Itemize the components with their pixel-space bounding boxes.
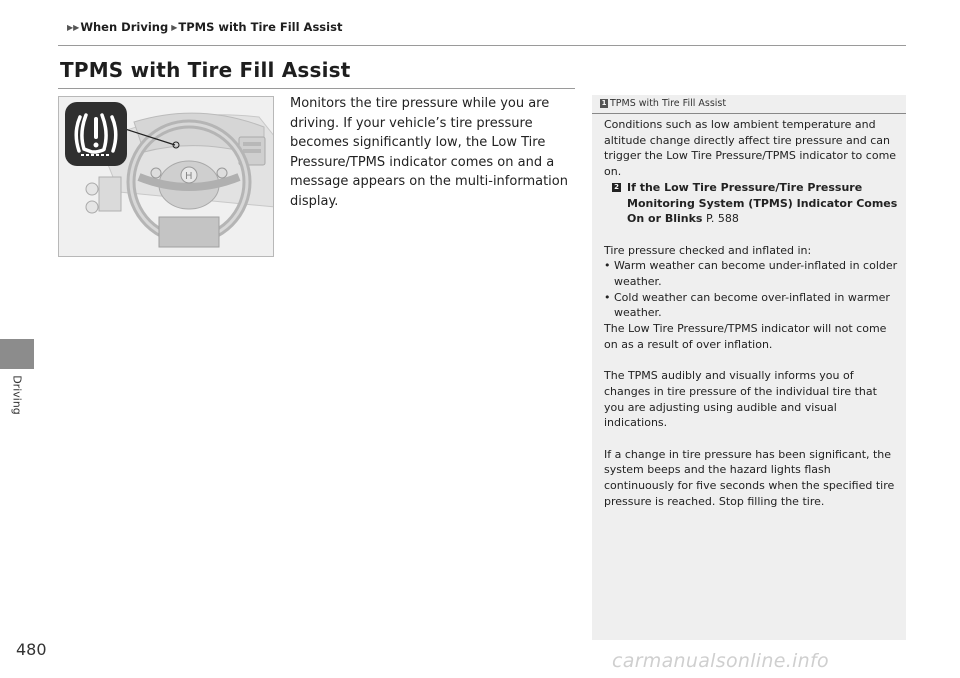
note-sidebar-body: [604, 117, 900, 510]
bullet-dot-icon: •: [604, 259, 611, 273]
breadcrumb: [67, 20, 342, 34]
note-paragraph: Tire pressure checked and inflated in:: [604, 243, 812, 257]
note-paragraph: The Low Tire Pressure/TPMS indicator will not come on as a result of over inflation.: [604, 322, 887, 351]
note-paragraph: If a change in tire pressure has been significant, the system beeps and the hazard lights flash continuously for five seconds when the specified tire pressure is reached. Stop filling the tire.: [604, 447, 895, 508]
bullet-text: Warm weather can become under-inflated in colder weather.: [614, 259, 898, 289]
chapter-label-text: Driving: [10, 375, 24, 415]
breadcrumb-separator-icon: ▶: [171, 22, 178, 32]
page-number: 480: [16, 640, 47, 659]
breadcrumb-level2[interactable]: TPMS with Tire Fill Assist: [178, 20, 343, 34]
cross-reference[interactable]: [612, 180, 900, 227]
bullet-dot-icon: •: [604, 290, 611, 304]
note-sidebar-header: [592, 95, 906, 114]
note-marker-icon: 1: [601, 99, 607, 107]
cross-reference-icon: 2: [612, 183, 621, 192]
note-sidebar-title-text: TPMS with Tire Fill Assist: [610, 98, 727, 109]
header-divider: [58, 45, 906, 46]
bullet-text: Cold weather can become over-inflated in warmer weather.: [614, 290, 890, 320]
bullet-item: [604, 258, 900, 289]
chapter-tab[interactable]: [0, 339, 34, 369]
page-title: TPMS with Tire Fill Assist: [60, 58, 351, 82]
cross-reference-page[interactable]: P. 588: [705, 212, 739, 226]
svg-text:H: H: [185, 171, 193, 182]
breadcrumb-arrow-icon: ▶▶: [67, 22, 80, 32]
watermark: carmanualsonline.info: [612, 650, 829, 672]
breadcrumb-level1[interactable]: When Driving: [80, 20, 169, 34]
note-paragraph: Conditions such as low ambient temperature and altitude change directly affect tire pressure and can trigger the Low Tire Pressure/TPMS indicator to come on.: [604, 118, 897, 179]
bullet-item: [604, 290, 900, 321]
title-divider: [58, 88, 575, 89]
note-sidebar-title: [600, 98, 726, 109]
cross-reference-text[interactable]: [627, 180, 900, 227]
cross-reference-title[interactable]: If the Low Tire Pressure/Tire Pressure Monitoring System (TPMS) Indicator Comes On or Blinks: [627, 180, 898, 226]
note-sidebar: [592, 95, 906, 640]
intro-paragraph: Monitors the tire pressure while you are driving. If your vehicle’s tire pressure becomes significantly low, the Low Tire Pressure/TPMS indicator comes on and a message appears on the multi-information display.: [290, 96, 568, 209]
dashboard-illustration: [58, 96, 274, 257]
note-paragraph: The TPMS audibly and visually informs you of changes in tire pressure of the individual tire that you are adjusting using audible and visual indications.: [604, 369, 877, 430]
